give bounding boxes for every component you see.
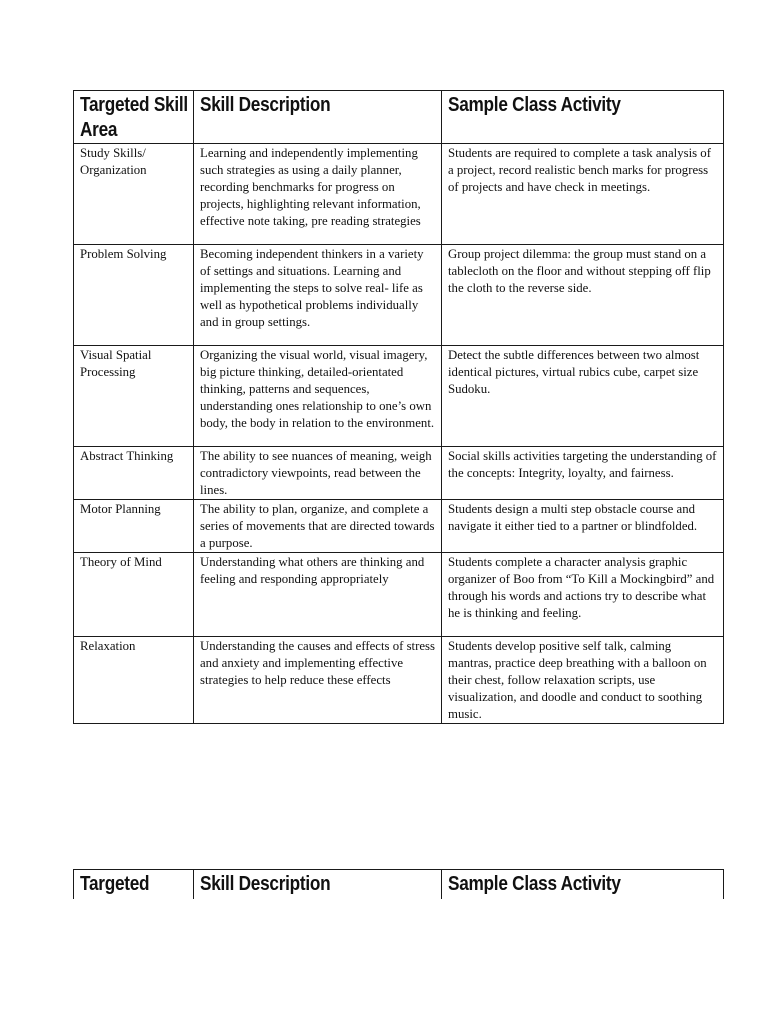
header-sample-activity: Sample Class Activity <box>442 870 724 899</box>
cell-skill-description: Understanding what others are thinking and feeling and responding appropriately <box>194 553 442 637</box>
skills-table <box>73 90 724 724</box>
cell-skill-area: Visual Spatial Processing <box>74 346 194 447</box>
header-skill-area: Targeted <box>74 870 194 899</box>
cell-skill-description: The ability to see nuances of meaning, weigh contradictory viewpoints, read between the lines. <box>194 447 442 500</box>
cell-skill-description: Organizing the visual world, visual imagery, big picture thinking, detailed-orientated thinking, patterns and sequences, understanding ones relationship to one’s own body, the body in relation to the environment. <box>194 346 442 447</box>
cell-sample-activity: Students complete a character analysis graphic organizer of Boo from “To Kill a Mockingbird” and through his words and actions try to describe what he is thinking and feeling. <box>442 553 724 637</box>
table-row <box>74 144 724 245</box>
cell-sample-activity: Students are required to complete a task analysis of a project, record realistic bench marks for progress of projects and have check in meetings. <box>442 144 724 245</box>
table-row <box>74 447 724 500</box>
table-header-row <box>74 91 724 144</box>
header-skill-description: Skill Description <box>194 91 442 144</box>
cell-sample-activity: Detect the subtle differences between two almost identical pictures, virtual rubics cube, carpet size Sudoku. <box>442 346 724 447</box>
cell-sample-activity: Students design a multi step obstacle course and navigate it either tied to a partner or blindfolded. <box>442 500 724 553</box>
cell-sample-activity: Group project dilemma: the group must stand on a tablecloth on the floor and without stepping off flip the cloth to the reverse side. <box>442 245 724 346</box>
cell-skill-area: Theory of Mind <box>74 553 194 637</box>
table-row <box>74 346 724 447</box>
cell-skill-area: Relaxation <box>74 637 194 724</box>
header-skill-area: Targeted Skill Area <box>74 91 194 144</box>
table-header-row <box>74 870 724 899</box>
header-sample-activity: Sample Class Activity <box>442 91 724 144</box>
cell-skill-description: Learning and independently implementing such strategies as using a daily planner, recording benchmarks for progress on projects, highlighting relevant information, effective note taking, pre reading strategies <box>194 144 442 245</box>
cell-skill-description: Understanding the causes and effects of stress and anxiety and implementing effective strategies to help reduce these effects <box>194 637 442 724</box>
cell-sample-activity: Students develop positive self talk, calming mantras, practice deep breathing with a balloon on their chest, follow relaxation scripts, use visualization, and doodle and conduct to soothing music. <box>442 637 724 724</box>
table-row <box>74 245 724 346</box>
cell-sample-activity: Social skills activities targeting the understanding of the concepts: Integrity, loyalty, and fairness. <box>442 447 724 500</box>
cell-skill-area: Problem Solving <box>74 245 194 346</box>
table-row <box>74 637 724 724</box>
header-skill-description: Skill Description <box>194 870 442 899</box>
table-row <box>74 553 724 637</box>
cell-skill-area: Abstract Thinking <box>74 447 194 500</box>
cell-skill-description: The ability to plan, organize, and complete a series of movements that are directed towards a purpose. <box>194 500 442 553</box>
skills-table-continued <box>73 869 724 899</box>
table-row <box>74 500 724 553</box>
cell-skill-description: Becoming independent thinkers in a variety of settings and situations. Learning and implementing the steps to solve real- life as well as hypothetical problems individually and in group settings. <box>194 245 442 346</box>
cell-skill-area: Study Skills/ Organization <box>74 144 194 245</box>
cell-skill-area: Motor Planning <box>74 500 194 553</box>
